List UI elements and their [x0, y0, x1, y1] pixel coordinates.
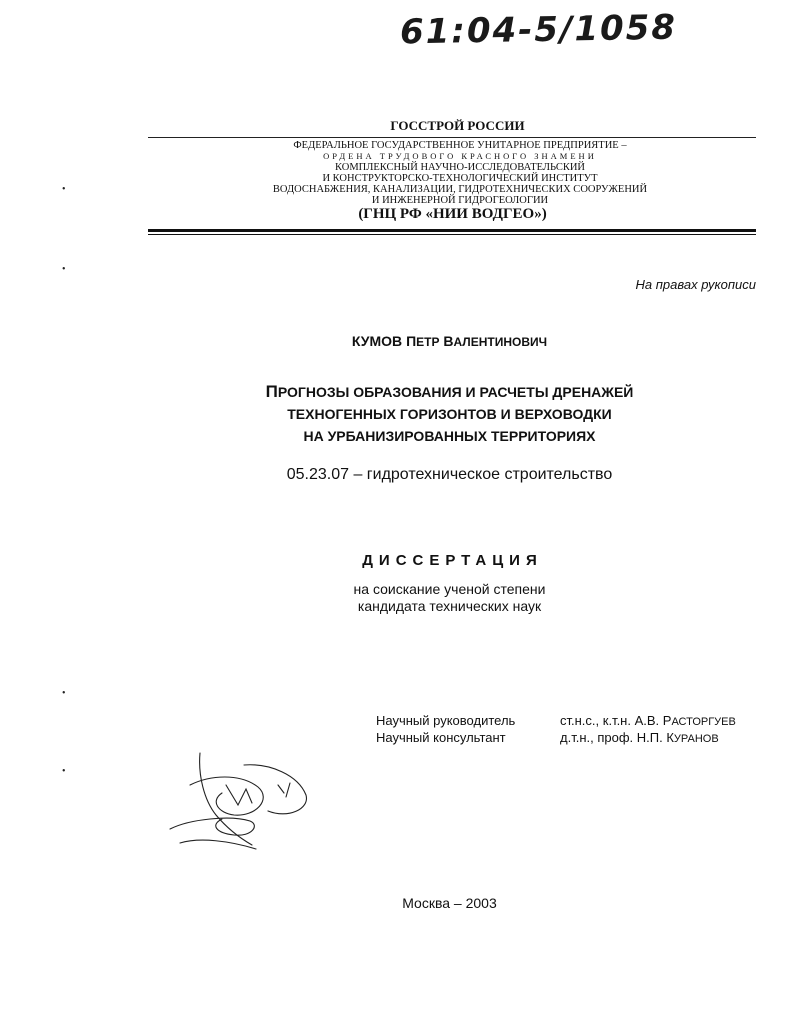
specialty-code: 05.23.07 – гидротехническое строительство — [286, 466, 613, 483]
margin-mark: • — [62, 688, 66, 699]
institute-abbreviation: (ГНЦ РФ «НИИ ВОДГЕО») — [358, 206, 547, 222]
dissertation-title-line-2: ТЕХНОГЕННЫХ ГОРИЗОНТОВ И ВЕРХОВОДКИ — [287, 406, 612, 422]
supervisor-name: ст.н.с., к.т.н. А.В. РАСТОРГУЕВ — [560, 713, 736, 728]
margin-mark: • — [62, 766, 66, 777]
degree-line-2: кандидата технических наук — [357, 598, 542, 614]
document-type: ДИССЕРТАЦИЯ — [362, 552, 543, 569]
institute-line-2: ОРДЕНА ТРУДОВОГО КРАСНОГО ЗНАМЕНИ — [323, 151, 597, 161]
author-name — [52, 333, 795, 349]
author-first-name: ПЕТР — [406, 333, 440, 349]
institute-line-3: КОМПЛЕКСНЫЙ НАУЧНО-ИССЛЕДОВАТЕЛЬСКИЙ — [335, 162, 585, 173]
degree-line-1: на соискание ученой степени — [353, 581, 546, 597]
place-and-year: Москва – 2003 — [402, 895, 497, 911]
header-divider-thick — [148, 229, 756, 232]
rights-note: На правах рукописи — [635, 277, 756, 292]
institute-line-4: И КОНСТРУКТОРСКО-ТЕХНОЛОГИЧЕСКИЙ ИНСТИТУТ — [322, 173, 598, 184]
supervisor-role: Научный руководитель — [376, 713, 516, 728]
margin-mark: • — [62, 184, 66, 195]
institute-line-6: И ИНЖЕНЕРНОЙ ГИДРОГЕОЛОГИИ — [371, 195, 549, 206]
dissertation-title-line-3: НА УРБАНИЗИРОВАННЫХ ТЕРРИТОРИЯХ — [303, 428, 596, 444]
author-patronymic: ВАЛЕНТИНОВИЧ — [443, 333, 548, 349]
header-divider-thin — [148, 234, 756, 235]
dissertation-title-line-1: ПРОГНОЗЫ ОБРАЗОВАНИЯ И РАСЧЕТЫ ДРЕНАЖЕЙ — [265, 382, 634, 401]
consultant-role: Научный консультант — [376, 730, 506, 745]
margin-mark: • — [62, 264, 66, 275]
handwritten-catalog-number: 61:04-5/1058 — [399, 7, 678, 53]
consultant-name: д.т.н., проф. Н.П. КУРАНОВ — [560, 730, 719, 745]
author-surname: КУМОВ — [351, 333, 403, 349]
organization-name: ГОССТРОЙ РОССИИ — [390, 118, 525, 133]
institute-line-1: ФЕДЕРАЛЬНОЕ ГОСУДАРСТВЕННОЕ УНИТАРНОЕ ПРЕДПРИЯТИЕ – — [293, 140, 627, 151]
header-divider-top — [148, 137, 756, 138]
institute-line-5: ВОДОСНАБЖЕНИЯ, КАНАЛИЗАЦИИ, ГИДРОТЕХНИЧЕСКИХ СООРУЖЕНИЙ — [272, 184, 648, 195]
handwritten-signature — [160, 745, 320, 855]
